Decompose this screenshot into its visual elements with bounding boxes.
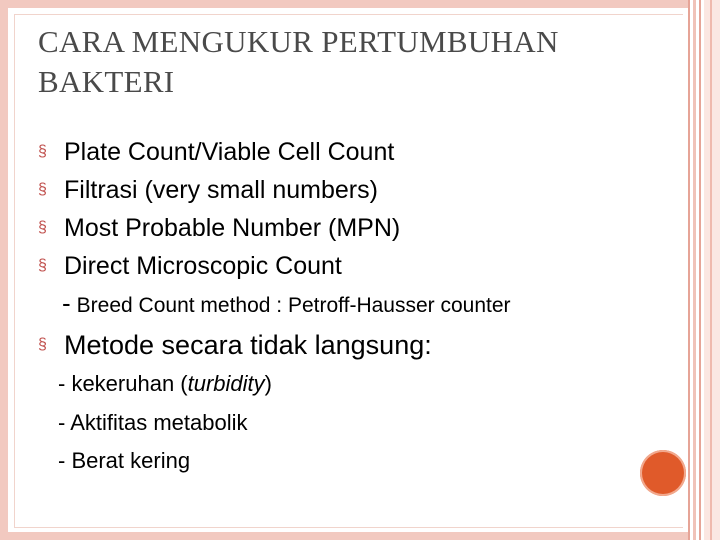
bullet-marker-icon: §	[38, 143, 47, 160]
bullet-text: Filtrasi (very small numbers)	[64, 176, 378, 204]
decorative-circle-icon	[640, 450, 686, 496]
frame-left-border	[0, 0, 8, 540]
title-line-2: BAKTERI	[38, 64, 175, 99]
slide-title	[38, 22, 678, 102]
right-decor-line-2	[693, 0, 696, 540]
frame-bottom-border	[0, 532, 690, 540]
bullet-text: Direct Microscopic Count	[64, 252, 342, 280]
list-item: - Berat kering	[58, 448, 191, 473]
sub-item-text: Breed Count method : Petroff-Hausser counter	[76, 294, 511, 317]
list-item	[38, 326, 432, 364]
list-item	[38, 209, 400, 247]
bullet-marker-icon: §	[38, 336, 47, 353]
right-decor-line-3	[699, 0, 701, 540]
indirect-method-bullet	[38, 326, 432, 364]
bullet-text: Most Probable Number (MPN)	[64, 214, 401, 242]
list-item	[58, 365, 272, 404]
right-decor-line-4	[710, 0, 712, 540]
bullet-text: Metode secara tidak langsung:	[64, 330, 432, 360]
right-decor-band	[704, 0, 720, 540]
indirect-item-suffix: )	[264, 371, 272, 396]
bullet-marker-icon: §	[38, 257, 47, 274]
frame-top-border	[0, 0, 690, 8]
right-decor-line-1	[688, 0, 690, 540]
bullet-marker-icon: §	[38, 181, 47, 198]
sub-item-breed-count	[62, 285, 511, 324]
list-item	[38, 133, 400, 171]
bullet-marker-icon: §	[38, 219, 47, 236]
list-item: - Aktifitas metabolik	[58, 409, 248, 435]
indirect-item-prefix: - kekeruhan (	[58, 371, 188, 396]
indirect-item-italic: turbidity	[187, 371, 265, 396]
indirect-method-list	[58, 365, 272, 481]
title-line-1: CARA MENGUKUR PERTUMBUHAN	[38, 24, 559, 59]
bullet-text: Plate Count/Viable Cell Count	[64, 138, 395, 166]
list-item	[38, 247, 400, 285]
sub-item-dash: -	[62, 288, 71, 318]
bullet-list	[38, 133, 400, 285]
list-item	[38, 171, 400, 209]
